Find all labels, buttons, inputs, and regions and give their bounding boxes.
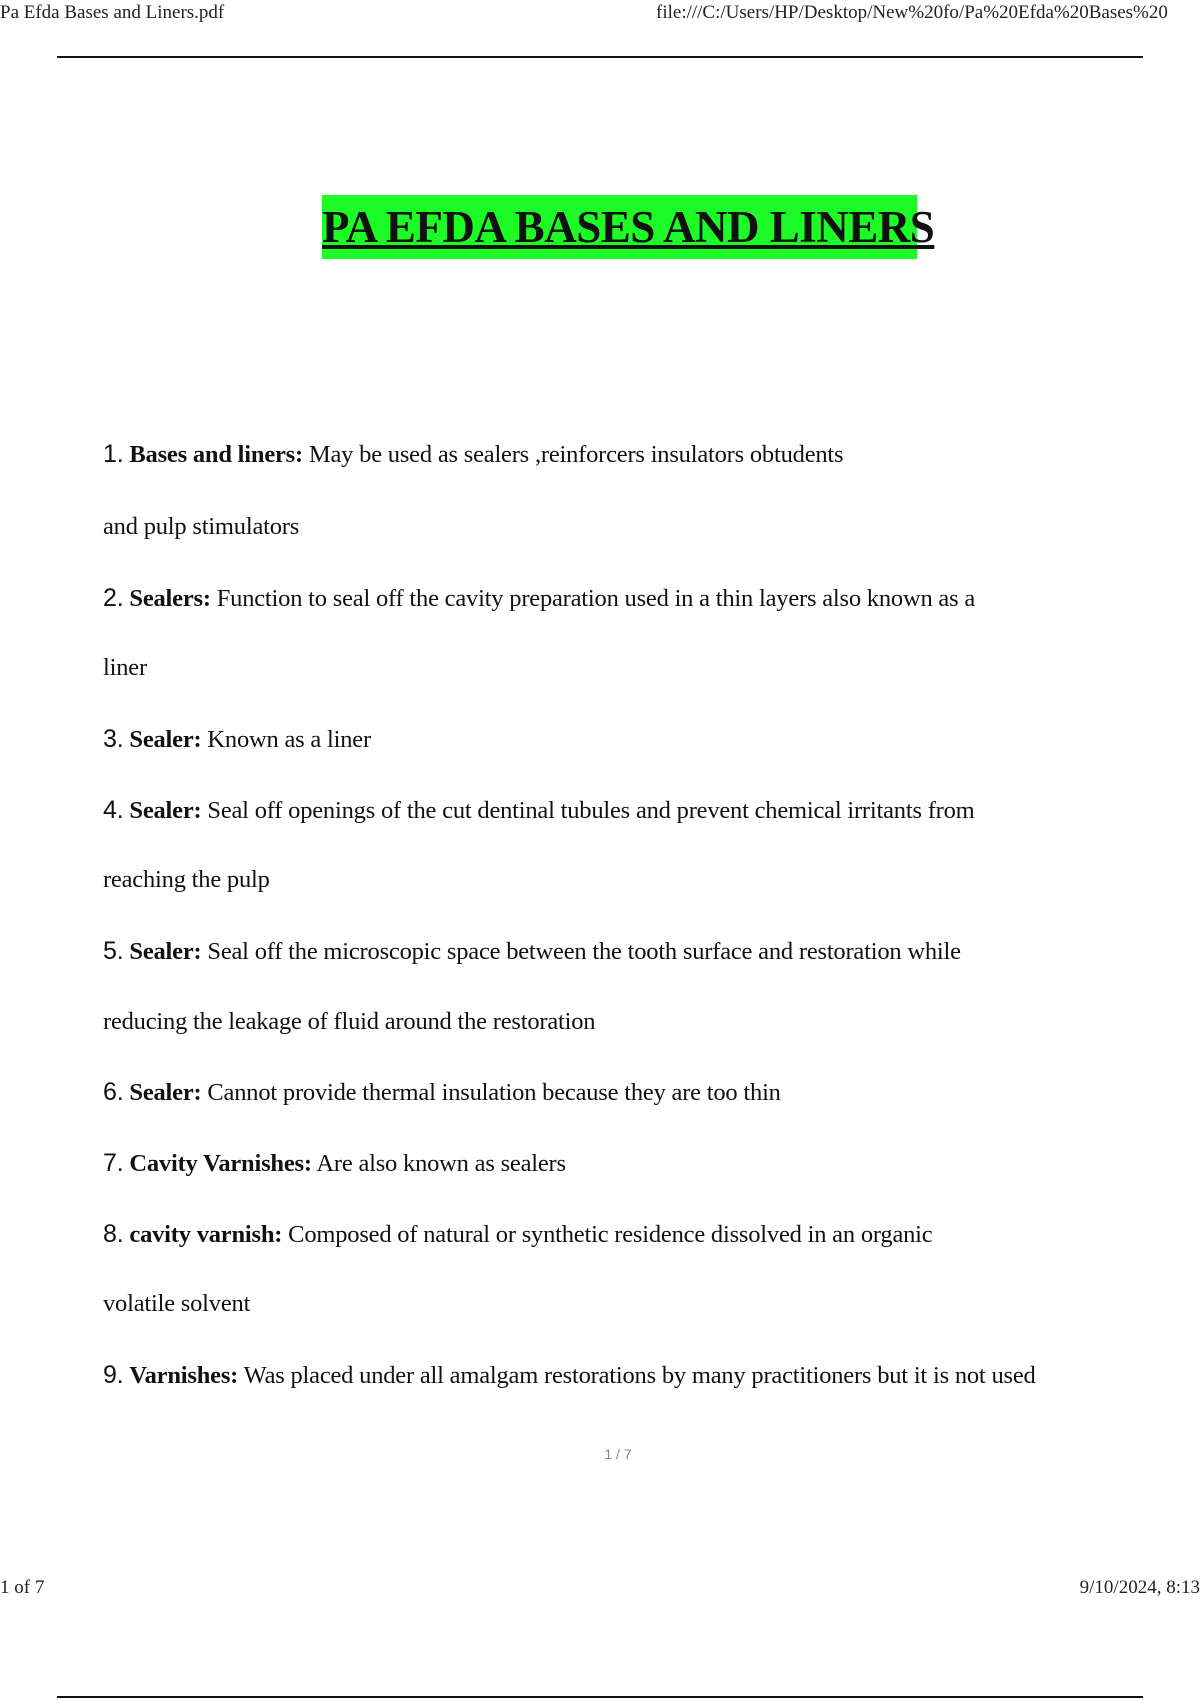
item-number: 9. — [103, 1361, 124, 1389]
print-footer-datetime: 9/10/2024, 8:13 — [1079, 1577, 1200, 1598]
item-number: 1. — [103, 440, 124, 468]
item-continuation: reducing the leakage of fluid around the restoration — [103, 1008, 596, 1035]
print-header-doc-name: Pa Efda Bases and Liners.pdf — [0, 2, 225, 23]
item-text: Was placed under all amalgam restorations by many practitioners but it is not used — [243, 1362, 1036, 1389]
item-term: Sealers: — [129, 585, 211, 612]
item-term: Sealer: — [129, 938, 202, 965]
item-text: Composed of natural or synthetic residence dissolved in an organic — [288, 1221, 933, 1248]
item-text: Known as a liner — [207, 726, 371, 753]
item-continuation: reaching the pulp — [103, 866, 270, 893]
list-item — [103, 1078, 781, 1107]
item-text: Seal off openings of the cut dentinal tubules and prevent chemical irritants from — [207, 797, 975, 824]
item-number: 2. — [103, 584, 124, 612]
item-number: 7. — [103, 1149, 124, 1177]
item-term: Bases and liners: — [129, 441, 303, 468]
item-continuation: and pulp stimulators — [103, 513, 300, 540]
item-text: Are also known as sealers — [316, 1150, 566, 1177]
list-item — [103, 725, 371, 754]
print-header-file-path: file:///C:/Users/HP/Desktop/New%20fo/Pa%20Efda%20Bases%20 — [656, 2, 1168, 23]
item-number: 5. — [103, 937, 124, 965]
print-footer-page-count: 1 of 7 — [0, 1577, 45, 1598]
item-text: Cannot provide thermal insulation because they are too thin — [207, 1079, 781, 1106]
item-continuation: volatile solvent — [103, 1290, 251, 1317]
item-text: Seal off the microscopic space between the tooth surface and restoration while — [207, 938, 961, 965]
item-text: Function to seal off the cavity preparation used in a thin layers also known as a — [216, 585, 976, 612]
header-divider — [57, 56, 1143, 58]
footer-divider — [57, 1696, 1143, 1698]
list-item — [103, 1149, 566, 1178]
list-item — [103, 937, 961, 966]
item-term: Sealer: — [129, 1079, 202, 1106]
document-title: PA EFDA BASES AND LINERS — [322, 195, 917, 259]
page-indicator: 1 / 7 — [604, 1446, 632, 1462]
list-item — [103, 1361, 1036, 1390]
item-continuation: liner — [103, 654, 147, 681]
list-item — [103, 1220, 932, 1249]
list-item — [103, 584, 975, 613]
item-term: Sealer: — [129, 797, 202, 824]
item-term: Cavity Varnishes: — [129, 1150, 312, 1177]
item-number: 3. — [103, 725, 124, 753]
list-item — [103, 440, 843, 469]
item-number: 4. — [103, 796, 124, 824]
item-number: 6. — [103, 1078, 124, 1106]
item-number: 8. — [103, 1220, 124, 1248]
item-term: Sealer: — [129, 726, 202, 753]
item-text: May be used as sealers ,reinforcers insulators obtudents — [308, 441, 844, 468]
item-term: Varnishes: — [129, 1362, 239, 1389]
item-term: cavity varnish: — [129, 1221, 283, 1248]
list-item — [103, 796, 975, 825]
